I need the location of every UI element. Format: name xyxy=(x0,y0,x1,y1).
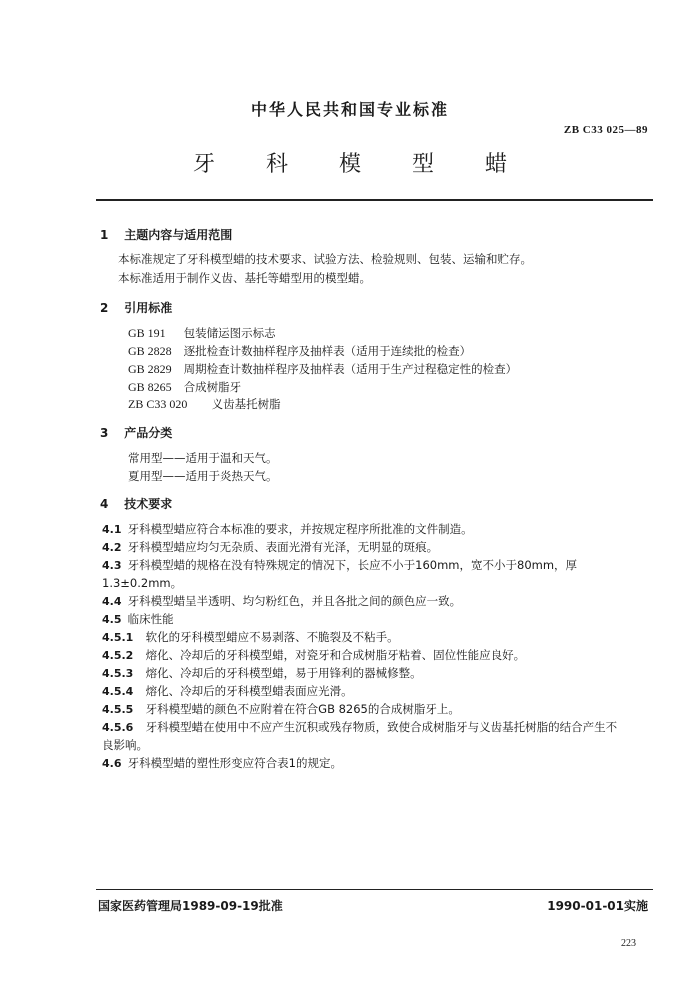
section-2-heading xyxy=(100,299,172,316)
clause-number: 4.5.6 xyxy=(102,721,134,734)
clause xyxy=(102,539,438,555)
clause-continuation: 1.3±0.2mm。 xyxy=(102,576,183,590)
clause-text: 软化的牙科模型蜡应不易剥落、不脆裂及不粘手。 xyxy=(145,630,399,644)
reference-item xyxy=(128,361,517,377)
clause-number: 4.4 xyxy=(102,595,122,608)
page-number: 223 xyxy=(621,938,636,949)
approval-date: 国家医药管理局1989-09-19批准 xyxy=(98,899,283,913)
clause-text: 牙科模型蜡应均匀无杂质、表面光滑有光泽，无明显的斑痕。 xyxy=(127,540,439,554)
reference-item xyxy=(128,325,276,341)
reference-desc: 逐批检查计数抽样程序及抽样表（适用于连续批的检查） xyxy=(183,344,472,358)
clause-continuation: 良影响。 xyxy=(102,738,148,752)
clause xyxy=(102,701,460,717)
section-3-type-common: 常用型——适用于温和天气。 xyxy=(128,451,278,465)
section-number: 3 xyxy=(100,426,109,440)
section-number: 4 xyxy=(100,497,109,511)
footer-rule xyxy=(96,889,653,890)
section-3-type-summer: 夏用型——适用于炎热天气。 xyxy=(128,469,278,483)
section-1-paragraph-2: 本标准适用于制作义齿、基托等蜡型用的模型蜡。 xyxy=(118,271,371,285)
reference-desc: 包装储运图示标志 xyxy=(183,326,276,340)
clause xyxy=(102,593,461,609)
clause xyxy=(102,557,577,573)
document-title: 牙 科 模 型 蜡 xyxy=(193,152,529,177)
clause xyxy=(102,755,342,771)
reference-code: GB 8265 xyxy=(128,380,172,394)
clause-number: 4.6 xyxy=(102,757,122,770)
standard-org-heading: 中华人民共和国专业标准 xyxy=(250,100,449,119)
clause-text: 牙科模型蜡应符合本标准的要求，并按规定程序所批准的文件制造。 xyxy=(127,522,473,536)
section-1-heading xyxy=(100,226,232,243)
clause-text: 牙科模型蜡的规格在没有特殊规定的情况下，长应不小于160mm，宽不小于80mm，厚 xyxy=(127,558,578,572)
clause xyxy=(102,719,617,735)
clause-number: 4.5.5 xyxy=(102,703,134,716)
clause-text: 熔化、冷却后的牙科模型蜡，对瓷牙和合成树脂牙粘着、固位性能应良好。 xyxy=(145,648,526,662)
clause-number: 4.1 xyxy=(102,523,122,536)
clause-number: 4.3 xyxy=(102,559,122,572)
section-number: 2 xyxy=(100,301,109,315)
clause-text: 牙科模型蜡呈半透明、均匀粉红色，并且各批之间的颜色应一致。 xyxy=(127,594,462,608)
clause-number: 4.5 xyxy=(102,613,122,626)
clause-text: 熔化、冷却后的牙科模型蜡表面应光滑。 xyxy=(145,684,353,698)
section-3-heading xyxy=(100,424,172,441)
section-title: 主题内容与适用范围 xyxy=(124,228,233,242)
clause-number: 4.5.2 xyxy=(102,649,134,662)
clause xyxy=(102,611,174,627)
section-title: 引用标准 xyxy=(124,301,173,315)
clause-text: 牙科模型蜡的塑性形变应符合表1的规定。 xyxy=(127,756,342,770)
clause-number: 4.5.4 xyxy=(102,685,134,698)
clause xyxy=(102,647,525,663)
reference-code: GB 191 xyxy=(128,326,166,340)
clause xyxy=(102,683,353,699)
section-number: 1 xyxy=(100,228,109,242)
clause-number: 4.5.1 xyxy=(102,631,134,644)
reference-code: GB 2828 xyxy=(128,344,172,358)
clause-text: 牙科模型蜡在使用中不应产生沉积或残存物质，致使合成树脂牙与义齿基托树脂的结合产生不 xyxy=(145,720,618,734)
clause-text: 牙科模型蜡的颜色不应附着在符合GB 8265的合成树脂牙上。 xyxy=(145,702,460,716)
clause-text: 熔化、冷却后的牙科模型蜡，易于用锋利的器械修整。 xyxy=(145,666,422,680)
section-1-paragraph-1: 本标准规定了牙科模型蜡的技术要求、试验方法、检验规则、包装、运输和贮存。 xyxy=(118,252,532,266)
header-rule xyxy=(96,199,653,201)
reference-item xyxy=(128,343,471,359)
clause xyxy=(102,665,422,681)
section-title: 产品分类 xyxy=(124,426,173,440)
clause-number: 4.2 xyxy=(102,541,122,554)
clause xyxy=(102,629,399,645)
standard-code: ZB C33 025—89 xyxy=(563,124,648,136)
reference-desc: 合成树脂牙 xyxy=(183,380,242,394)
reference-desc: 义齿基托树脂 xyxy=(211,397,281,411)
reference-code: ZB C33 020 xyxy=(128,397,188,411)
reference-desc: 周期检查计数抽样程序及抽样表（适用于生产过程稳定性的检查） xyxy=(183,362,518,376)
reference-code: GB 2829 xyxy=(128,362,172,376)
reference-item xyxy=(128,379,241,395)
reference-item xyxy=(128,396,281,412)
clause-number: 4.5.3 xyxy=(102,667,134,680)
section-4-heading xyxy=(100,495,172,512)
implementation-date: 1990-01-01实施 xyxy=(547,899,648,913)
section-title: 技术要求 xyxy=(124,497,173,511)
clause xyxy=(102,521,473,537)
clause-text: 临床性能 xyxy=(127,612,174,626)
